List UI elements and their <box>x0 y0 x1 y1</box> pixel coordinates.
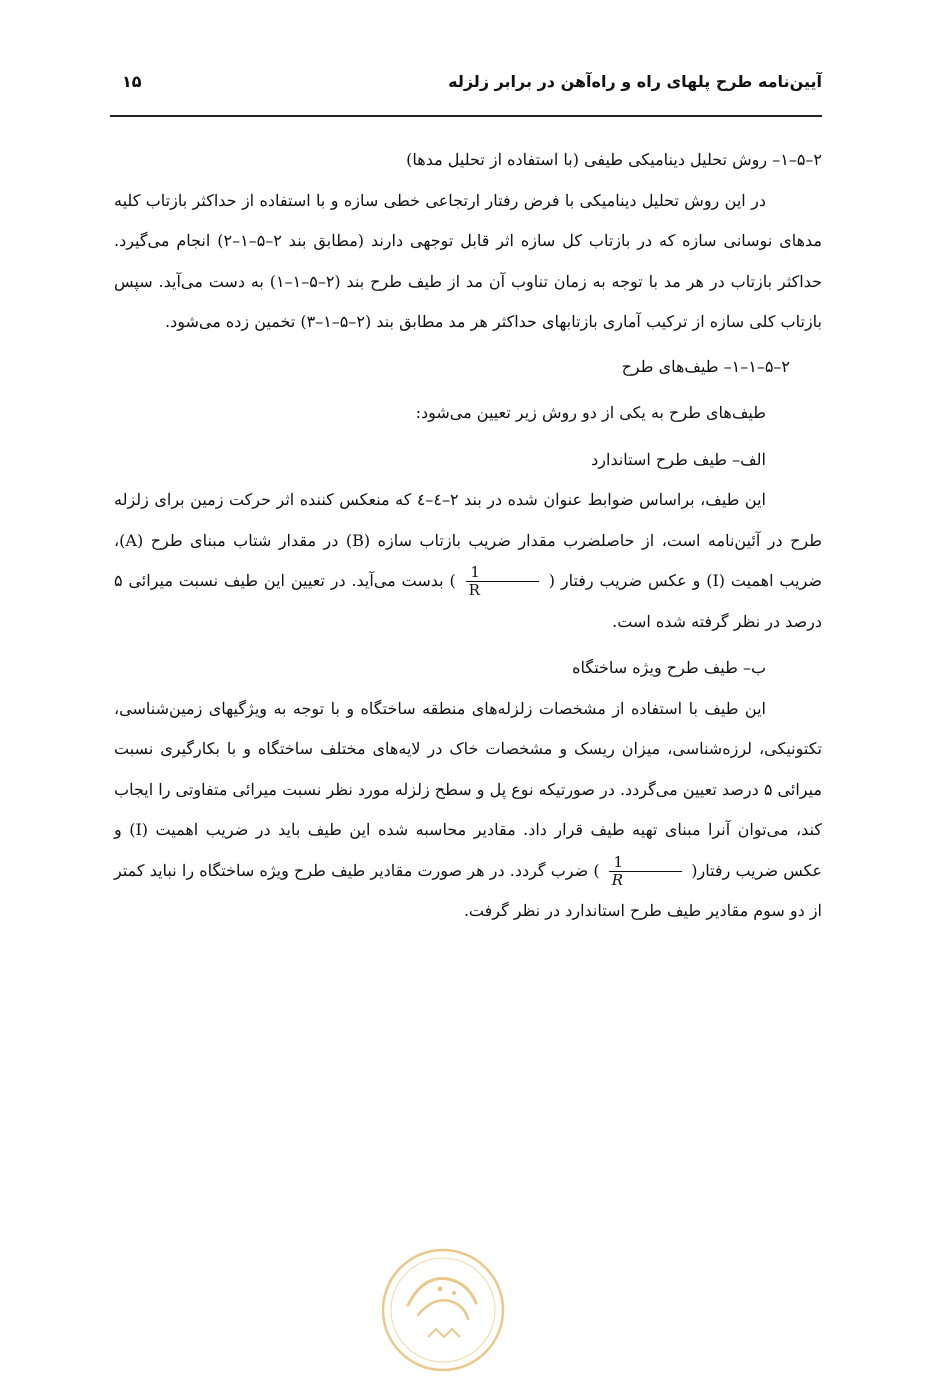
section-paragraph: در این روش تحلیل دینامیکی با فرض رفتار ارتجاعی خطی سازه و با استفاده از حداکثر بازتاب کلیه مدهای نوسانی سازه که در بازتاب کل سازه اثر قابل توجهی دارند (مطابق بند ۲–۵–۱–۲) انجام می‌گیرد. حداکثر بازتاب در هر مد با توجه به زمان تناوب آن مد از طیف طرح بند (۲–۵–۱–۱) به دست می‌آید. سپس بازتاب کلی سازه از ترکیب آماری بازتابهای حداکثر هر مد مطابق بند (۲–۵–۱–۳) تخمین زده می‌شود. <box>114 190 823 331</box>
section-heading: ۲–۵–۱– روش تحلیل دینامیکی طیفی (با استفاده از تحلیل مدها) <box>406 150 822 169</box>
header-title: آیین‌نامه طرح پلهای راه و راه‌آهن در برابر زلزله <box>448 72 822 91</box>
running-header <box>112 72 822 108</box>
part-a-text-end: ) بدست می‌آید. در تعیین این طیف نسبت میرائی ۵ درصد در نظر گرفته شده است. <box>114 571 822 631</box>
fraction-one-over-r <box>466 564 539 599</box>
part-b-heading: ب– طیف طرح ویژه ساختگاه <box>572 658 766 677</box>
part-b-text-end: ) ضرب گردد. در هر صورت مقادیر طیف طرح ویژه ساختگاه را نباید کمتر از دو سوم مقادیر طیف طرح استاندارد در نظر گرفت. <box>114 860 822 920</box>
fraction-numerator: 1 <box>466 564 539 582</box>
seal-logo-icon <box>378 1245 508 1375</box>
part-a-text-start: این طیف، براساس ضوابط عنوان شده در بند ۲–٤–٤ که منعکس کننده اثر حرکت زمین برای زلزله طرح در آئین‌نامه است، از حاصلضرب مقدار ضریب بازتاب سازه (B) در مقدار شتاب مبنای طرح (A)، ضریب اهمیت (I) و عکس ضریب رفتار ( <box>114 490 823 590</box>
fraction-one-over-r <box>609 854 682 889</box>
publisher-seal-watermark <box>378 1245 508 1375</box>
header-divider <box>110 115 822 117</box>
part-b-text-start: این طیف با استفاده از مشخصات زلزله‌های منطقه ساختگاه و با توجه به ویژگیهای زمین‌شناسی، تکتونیکی، لرزه‌شناسی، میزان ریسک و مشخصات خاک در لایه‌های مختلف ساختگاه و با بکارگیری نسبت میرائی ۵ درصد تعیین می‌گردد. در صورتیکه نوع پل و سطح زلزله مورد نظر نسبت میرائی متفاوتی را ایجاب کند، می‌توان آنرا مبنای تهیه طیف قرار داد. مقادیر محاسبه شده این طیف باید در ضریب اهمیت (I) و عکس ضریب رفتار( <box>114 698 823 880</box>
subsection-heading: ۲–۵–۱–۱– طیف‌های طرح <box>621 356 790 376</box>
document-body <box>114 140 822 932</box>
subsection-intro: طیف‌های طرح به یکی از دو روش زیر تعیین می‌شود: <box>415 403 766 422</box>
page-number: ۱۵ <box>122 72 142 91</box>
part-a-heading: الف– طیف طرح استاندارد <box>591 449 766 469</box>
part-b-paragraph <box>114 689 822 932</box>
fraction-denominator: R <box>611 870 624 889</box>
fraction-numerator: 1 <box>609 854 682 872</box>
fraction-denominator: R <box>468 581 480 599</box>
part-a-paragraph <box>114 480 822 642</box>
